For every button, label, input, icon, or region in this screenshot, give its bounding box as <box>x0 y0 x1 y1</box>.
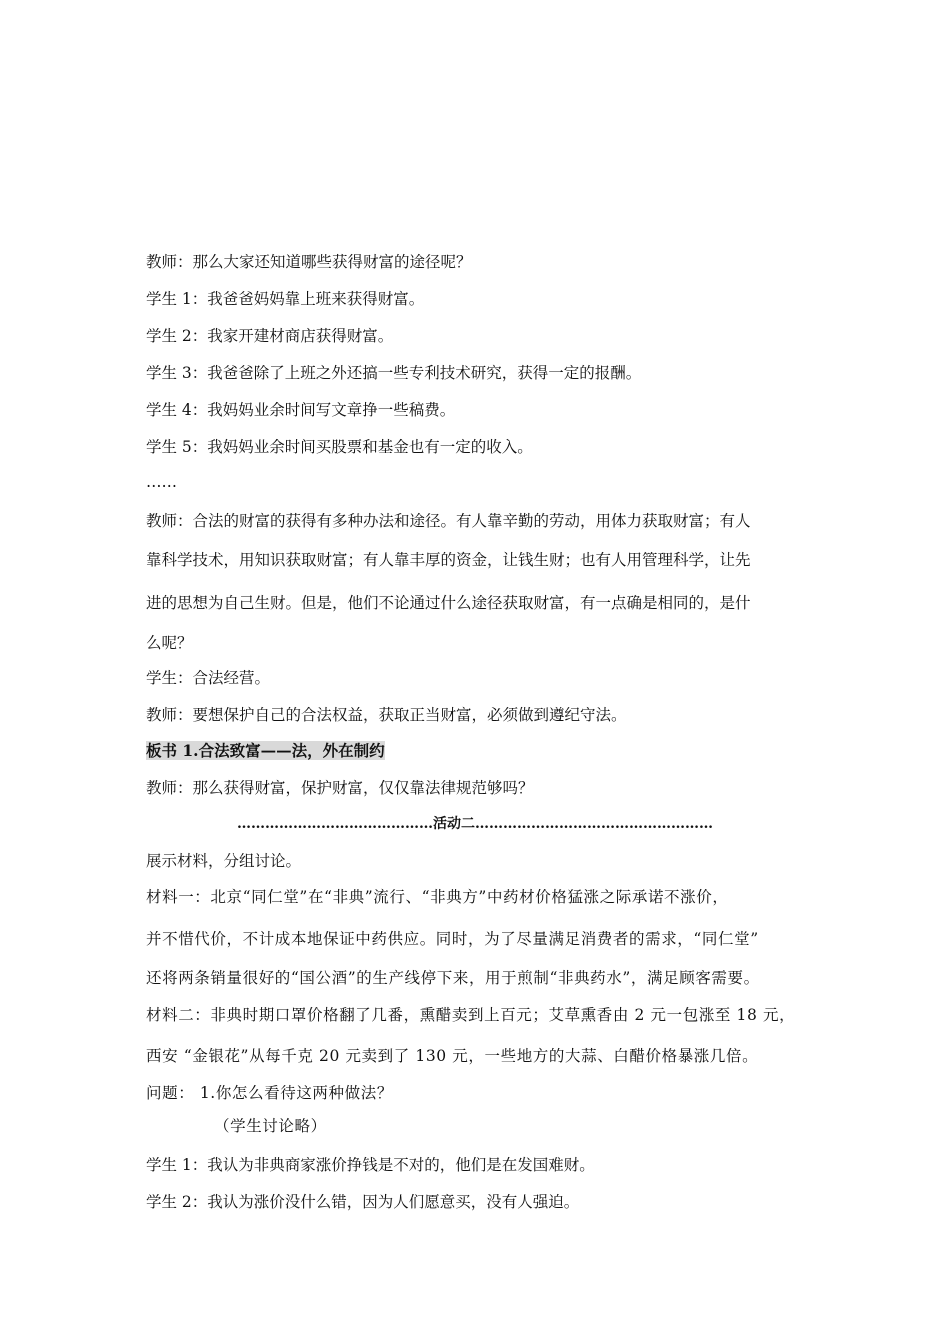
teacher-paragraph-line-4: 么呢？ <box>146 634 193 652</box>
student-5-line: 学生 5：我妈妈业余时间买股票和基金也有一定的收入。 <box>146 438 533 456</box>
material-1-line-2: 并不惜代价，不计成本地保证中药供应。同时，为了尽量满足消费者的需求，“同仁堂” <box>146 930 759 948</box>
teacher-paragraph-line-1: 教师：合法的财富的获得有多种办法和途径。有人靠辛勤的劳动，用体力获取财富；有人 <box>146 512 751 530</box>
teacher-paragraph-line-2: 靠科学技术，用知识获取财富；有人靠丰厚的资金，让钱生财；也有人用管理科学，让先 <box>146 551 751 569</box>
activity-two-divider: ……………………………………活动二…………………………………………… <box>237 816 713 832</box>
teacher-question-line: 教师：那么大家还知道哪些获得财富的途径呢？ <box>146 253 472 271</box>
student-1-line: 学生 1：我爸爸妈妈靠上班来获得财富。 <box>146 290 425 308</box>
discussion-note-line: （学生讨论略） <box>214 1117 327 1135</box>
show-materials-line: 展示材料，分组讨论。 <box>146 852 302 870</box>
student-1-opinion-line: 学生 1：我认为非典商家涨价挣钱是不对的，他们是在发国难财。 <box>146 1156 595 1174</box>
material-2-line-2: 西安 “金银花”从每千克 20 元卖到了 130 元，一些地方的大蒜、白醋价格暴涨几倍。 <box>146 1047 759 1065</box>
material-1-line-3: 还将两条销量很好的“国公酒”的生产线停下来，用于煎制“非典药水”，满足顾客需要。 <box>146 969 760 987</box>
student-2-opinion-line: 学生 2：我认为涨价没什么错，因为人们愿意买，没有人强迫。 <box>146 1193 580 1211</box>
teacher-followup-line: 教师：那么获得财富，保护财富，仅仅靠法律规范够吗？ <box>146 779 534 797</box>
student-3-line: 学生 3：我爸爸除了上班之外还搞一些专利技术研究，获得一定的报酬。 <box>146 364 642 382</box>
board-note-heading <box>146 741 385 761</box>
question-line: 问题： 1.你怎么看待这两种做法？ <box>146 1084 393 1102</box>
board-note-text: 板书 1.合法致富——法，外在制约 <box>146 741 385 760</box>
teacher-paragraph-line-3: 进的思想为自己生财。但是，他们不论通过什么途径获取财富，有一点确是相同的，是什 <box>146 594 751 612</box>
material-1-line-1: 材料一：北京“同仁堂”在“非典”流行、“非典方”中药材价格猛涨之际承诺不涨价， <box>146 888 729 906</box>
student-answer-line: 学生：合法经营。 <box>146 669 271 687</box>
teacher-statement-line: 教师：要想保护自己的合法权益，获取正当财富，必须做到遵纪守法。 <box>146 706 627 724</box>
student-4-line: 学生 4：我妈妈业余时间写文章挣一些稿费。 <box>146 401 456 419</box>
ellipsis-line: …… <box>146 473 177 491</box>
material-2-line-1: 材料二：非典时期口罩价格翻了几番，熏醋卖到上百元；艾草熏香由 2 元一包涨至 18 元， <box>146 1006 796 1024</box>
student-2-line: 学生 2：我家开建材商店获得财富。 <box>146 327 394 345</box>
